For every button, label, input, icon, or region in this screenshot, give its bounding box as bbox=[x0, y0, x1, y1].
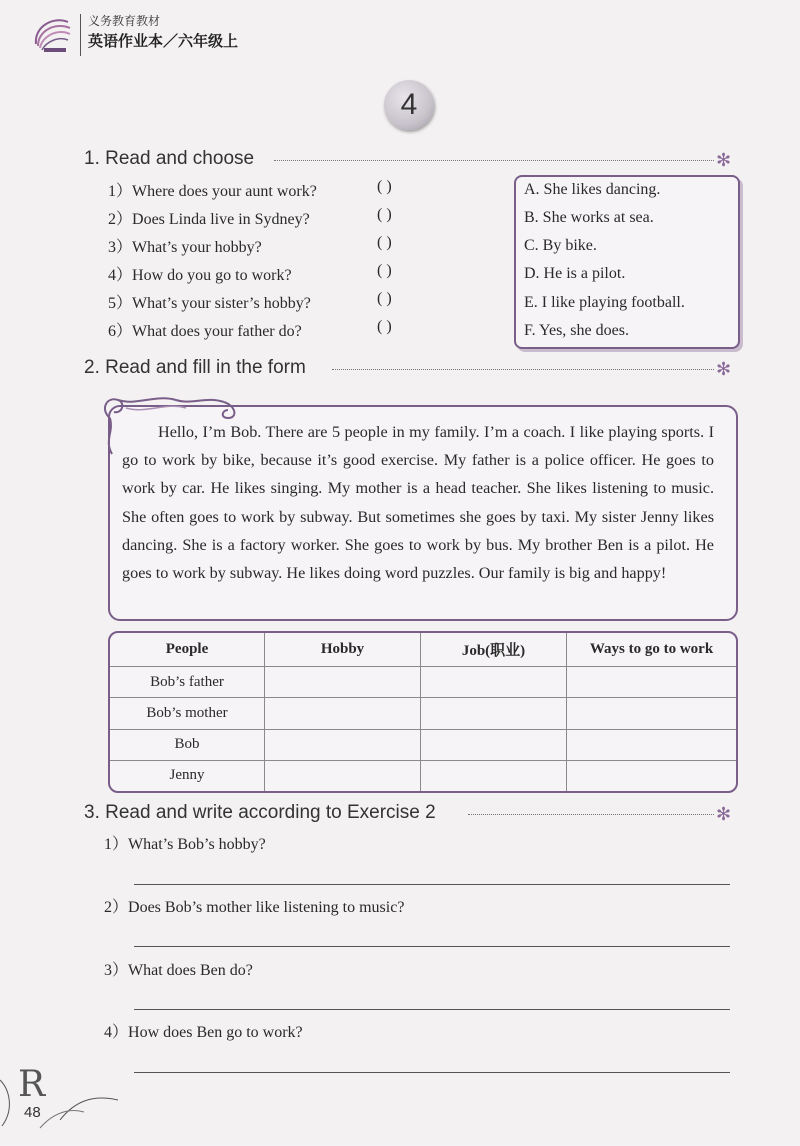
table-row bbox=[110, 729, 736, 760]
reading-passage: Hello, I’m Bob. There are 5 people in my family. I’m a coach. I like playing sports. I go to work by bike, because it’s good exercise. My father is a police officer. He goes to work by car. He likes singing. My mother is a head teacher. She likes listening to music. She often goes to work by subway. But sometimes she goes by taxi. My sister Jenny likes dancing. She is a factory worker. She goes to work by bus. My brother Ben is a pilot. He goes to work by subway. He likes doing word puzzles. Our family is big and happy! bbox=[122, 423, 714, 583]
row-label: Bob bbox=[110, 729, 265, 760]
question-text: How do you go to work? bbox=[132, 267, 292, 284]
corner-ornament-icon bbox=[0, 1050, 120, 1130]
question-number: 4） bbox=[104, 1024, 129, 1041]
question-number: 1） bbox=[104, 836, 129, 853]
fill-cell-hobby[interactable] bbox=[265, 667, 421, 698]
write-question bbox=[104, 894, 404, 917]
fill-cell-way[interactable] bbox=[567, 698, 737, 729]
question-row bbox=[108, 318, 302, 341]
question-number: 1） bbox=[108, 183, 133, 200]
option-item: E. I like playing football. bbox=[524, 294, 685, 311]
question-number: 3） bbox=[104, 962, 129, 979]
row-label: Bob’s father bbox=[110, 667, 265, 698]
column-header: Ways to go to work bbox=[567, 633, 737, 667]
question-row bbox=[108, 178, 317, 201]
flower-icon: ✻ bbox=[716, 150, 732, 170]
fill-cell-hobby[interactable] bbox=[265, 698, 421, 729]
question-number: 2） bbox=[108, 211, 133, 228]
series-label: 义务教育教材 bbox=[88, 14, 161, 28]
question-text: What’s Bob’s hobby? bbox=[128, 836, 266, 853]
question-row bbox=[108, 206, 310, 229]
question-number: 5） bbox=[108, 295, 133, 312]
option-item: F. Yes, she does. bbox=[524, 322, 629, 339]
info-form-table bbox=[108, 631, 738, 793]
section1-title: 1. Read and choose bbox=[84, 148, 255, 169]
row-label: Bob’s mother bbox=[110, 698, 265, 729]
question-text: What does your father do? bbox=[132, 323, 302, 340]
fill-cell-job[interactable] bbox=[421, 698, 567, 729]
fill-cell-job[interactable] bbox=[421, 667, 567, 698]
table-header-row bbox=[110, 633, 736, 667]
section3-title: 3. Read and write according to Exercise 2 bbox=[84, 802, 436, 823]
question-row bbox=[108, 234, 262, 257]
option-item: D. He is a pilot. bbox=[524, 265, 626, 282]
question-number: 4） bbox=[108, 267, 133, 284]
answer-line[interactable] bbox=[134, 946, 730, 947]
unit-number-badge bbox=[384, 80, 434, 130]
flower-icon: ✻ bbox=[716, 359, 732, 379]
table-row bbox=[110, 667, 736, 698]
page-number: 48 bbox=[24, 1104, 41, 1121]
option-item: C. By bike. bbox=[524, 237, 597, 254]
table-row bbox=[110, 760, 736, 791]
option-item: B. She works at sea. bbox=[524, 209, 654, 226]
answer-blank[interactable]: ( ) bbox=[377, 290, 392, 307]
section2-divider bbox=[332, 369, 714, 370]
answer-line[interactable] bbox=[134, 884, 730, 885]
answer-blank[interactable]: ( ) bbox=[377, 234, 392, 251]
option-item: A. She likes dancing. bbox=[524, 181, 661, 198]
corner-letter: R bbox=[18, 1064, 46, 1105]
answer-blank[interactable]: ( ) bbox=[377, 318, 392, 335]
fill-cell-way[interactable] bbox=[567, 667, 737, 698]
question-number: 6） bbox=[108, 323, 133, 340]
fill-cell-job[interactable] bbox=[421, 729, 567, 760]
answer-blank[interactable]: ( ) bbox=[377, 178, 392, 195]
fill-cell-hobby[interactable] bbox=[265, 729, 421, 760]
table-row bbox=[110, 698, 736, 729]
question-text: How does Ben go to work? bbox=[128, 1024, 303, 1041]
section1-divider bbox=[274, 160, 714, 161]
write-question bbox=[104, 831, 266, 854]
flower-icon: ✻ bbox=[716, 804, 732, 824]
header-divider bbox=[80, 14, 81, 56]
question-text: Does Linda live in Sydney? bbox=[132, 211, 310, 228]
question-number: 2） bbox=[104, 899, 129, 916]
column-header: Job(职业) bbox=[421, 633, 567, 667]
write-question bbox=[104, 957, 253, 980]
section2-title: 2. Read and fill in the form bbox=[84, 357, 306, 378]
column-header: Hobby bbox=[265, 633, 421, 667]
fill-cell-hobby[interactable] bbox=[265, 760, 421, 791]
question-text: What’s your sister’s hobby? bbox=[132, 295, 311, 312]
question-text: Where does your aunt work? bbox=[132, 183, 317, 200]
question-text: What’s your hobby? bbox=[132, 239, 262, 256]
book-title: 英语作业本／六年级上 bbox=[88, 32, 239, 50]
answer-blank[interactable]: ( ) bbox=[377, 206, 392, 223]
answer-blank[interactable]: ( ) bbox=[377, 262, 392, 279]
publisher-logo-icon bbox=[30, 14, 74, 54]
column-header: People bbox=[110, 633, 265, 667]
fill-cell-way[interactable] bbox=[567, 729, 737, 760]
question-text: What does Ben do? bbox=[128, 962, 253, 979]
question-row bbox=[108, 262, 292, 285]
fill-cell-way[interactable] bbox=[567, 760, 737, 791]
section3-divider bbox=[468, 814, 714, 815]
answer-line[interactable] bbox=[134, 1072, 730, 1073]
write-question bbox=[104, 1019, 303, 1042]
answer-line[interactable] bbox=[134, 1009, 730, 1010]
fill-cell-job[interactable] bbox=[421, 760, 567, 791]
row-label: Jenny bbox=[110, 760, 265, 791]
unit-number: 4 bbox=[400, 88, 418, 121]
question-text: Does Bob’s mother like listening to music? bbox=[128, 899, 405, 916]
question-number: 3） bbox=[108, 239, 133, 256]
question-row bbox=[108, 290, 311, 313]
